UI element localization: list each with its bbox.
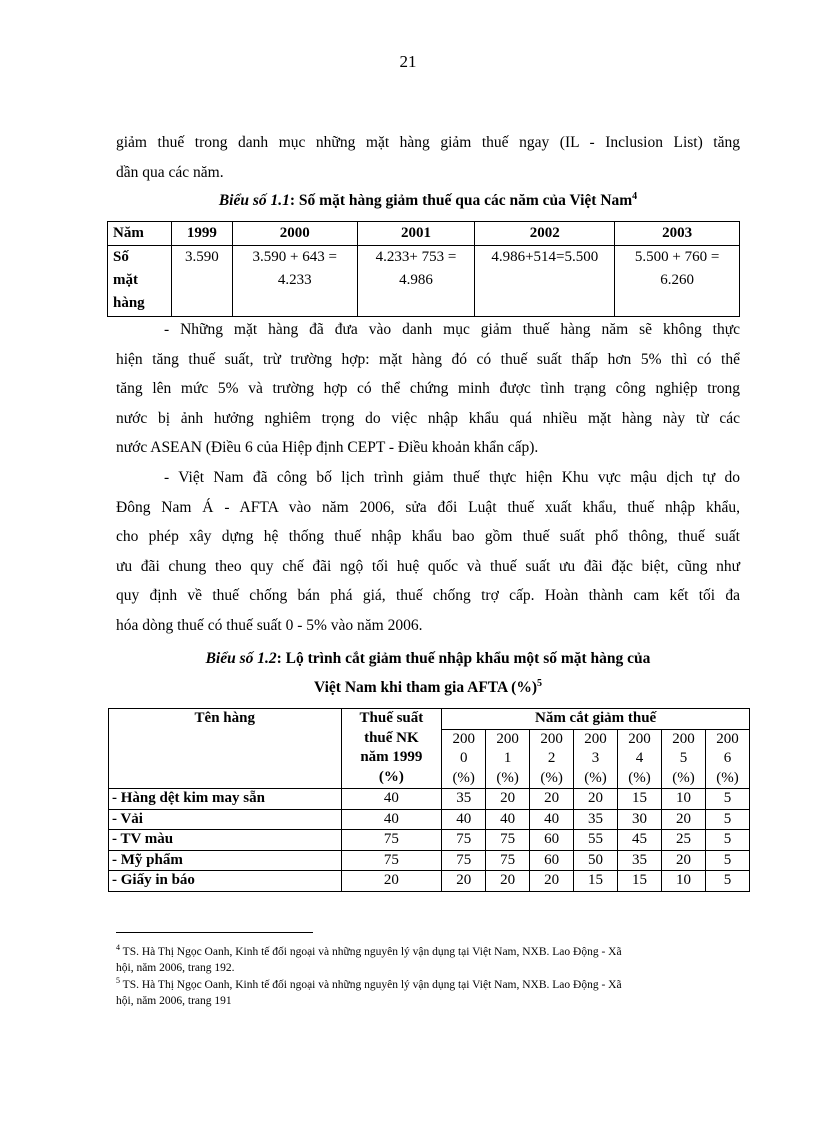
rate-value-cell: 20 <box>442 871 486 892</box>
header-cell: 2001 <box>357 222 475 246</box>
text-line: hóa dòng thuế có thuế suất 0 - 5% vào năm 2006. <box>116 616 423 634</box>
rate-value-cell: 45 <box>618 830 662 851</box>
text-line: hiện tăng thuế suất, trừ trường hợp: mặt hàng đó có thuế suất thấp hơn 5% thì có thể <box>116 350 740 368</box>
text-line: - Việt Nam đã công bố lịch trình giảm thuế thực hiện Khu vực mậu dịch tự do <box>164 469 740 486</box>
rate-value-cell: 75 <box>486 830 530 851</box>
rate-value-cell: 10 <box>661 789 705 810</box>
header-cell: 2000 <box>232 222 357 246</box>
year-header-line: 200 <box>672 730 695 747</box>
header-cell: 2003 <box>615 222 740 246</box>
intro-paragraph <box>116 128 740 187</box>
year-header-line: 3 <box>591 750 600 766</box>
rate-1999-cell: 40 <box>341 789 442 810</box>
footnote-text: TS. Hà Thị Ngọc Oanh, Kinh tế đối ngoại và những nguyên lý vận dụng tại Việt Nam, NXB. Lao Động - Xã <box>122 979 622 991</box>
row-label <box>108 246 172 317</box>
rate-value-cell: 60 <box>530 830 574 851</box>
rate-value-cell: 35 <box>442 789 486 810</box>
row-label-line: mặt <box>113 272 138 288</box>
header-line: năm 1999 <box>360 749 423 765</box>
rate-value-cell: 35 <box>618 850 662 871</box>
year-header-line: 6 <box>723 750 732 766</box>
header-line: Thuế suất <box>359 710 424 726</box>
rate-value-cell: 30 <box>618 809 662 830</box>
rate-value-cell: 40 <box>442 809 486 830</box>
item-name-cell: - TV màu <box>109 830 342 851</box>
rate-value-cell: 40 <box>530 809 574 830</box>
year-header-cell <box>705 729 749 789</box>
footnote-text: TS. Hà Thị Ngọc Oanh, Kinh tế đối ngoại và những nguyên lý vận dụng tại Việt Nam, NXB. Lao Động - Xã <box>122 946 622 958</box>
text-line: nước ASEAN (Điều 6 của Hiệp định CEPT - Điều khoản khẩn cấp). <box>116 439 539 456</box>
year-header-cell <box>442 729 486 789</box>
table-header-row <box>109 709 750 730</box>
header-cell-rate <box>341 709 442 789</box>
table-row <box>109 809 750 830</box>
rate-1999-cell: 20 <box>341 871 442 892</box>
footnote-ref: 5 <box>116 976 120 986</box>
page-number: 21 <box>399 52 417 71</box>
footnote <box>116 944 740 976</box>
header-line: (%) <box>378 768 404 785</box>
year-header-line: 0 <box>459 750 468 766</box>
rate-value-cell: 20 <box>661 809 705 830</box>
item-name-cell: - Mỹ phẩm <box>109 850 342 871</box>
cell-line: 4.986+514=5.500 <box>491 249 599 265</box>
cell-line: 4.986 <box>399 272 433 288</box>
year-header-line: 4 <box>635 750 644 766</box>
item-name-cell: - Hàng dệt kim may sẵn <box>109 789 342 810</box>
year-header-line: (%) <box>672 769 695 786</box>
table1-caption-text: : Số mặt hàng giảm thuế qua các năm của Việt Nam <box>289 192 633 209</box>
paragraph-2 <box>116 315 740 463</box>
text-line: ưu đãi chung theo quy chế đãi ngộ tối huệ quốc và thuế suất ưu đãi đặc biệt, cũng như <box>116 557 740 575</box>
year-header-line: 200 <box>496 730 519 747</box>
table1-caption <box>116 192 740 210</box>
year-header-cell <box>618 729 662 789</box>
table2-caption-line1 <box>116 650 740 668</box>
table-row <box>109 830 750 851</box>
rate-value-cell: 10 <box>661 871 705 892</box>
rate-value-cell: 20 <box>661 850 705 871</box>
year-header-line: (%) <box>452 769 475 786</box>
rate-value-cell: 20 <box>486 871 530 892</box>
rate-value-cell: 50 <box>574 850 618 871</box>
header-cell-years-group: Năm cắt giảm thuế <box>442 709 750 730</box>
header-cell: 2002 <box>475 222 615 246</box>
rate-value-cell: 75 <box>442 830 486 851</box>
table-cell <box>475 246 615 317</box>
text-line: giảm thuế trong danh mục những mặt hàng giảm thuế ngay (IL - Inclusion List) tăng <box>116 134 740 151</box>
cell-line: 4.233+ 753 = <box>375 249 457 265</box>
table-row <box>108 246 740 317</box>
header-cell: 1999 <box>171 222 232 246</box>
table1-caption-label: Biểu số 1.1 <box>218 192 290 209</box>
rate-value-cell: 5 <box>705 809 749 830</box>
table-row <box>109 871 750 892</box>
cell-line: 3.590 + 643 = <box>252 249 337 265</box>
text-line: - Những mặt hàng đã đưa vào danh mục giảm thuế hàng năm sẽ không thực <box>164 321 740 338</box>
year-header-line: (%) <box>540 769 563 786</box>
table2-caption-label: Biểu số 1.2 <box>205 650 277 667</box>
footnote-text: hội, năm 2006, trang 191 <box>116 995 232 1007</box>
rate-value-cell: 75 <box>486 850 530 871</box>
year-header-line: (%) <box>716 769 739 786</box>
year-header-line: 200 <box>584 730 607 747</box>
cell-line: 5.500 + 760 = <box>634 249 720 265</box>
table2-caption-text: Việt Nam khi tham gia AFTA (%) <box>313 679 538 696</box>
rate-value-cell: 15 <box>618 871 662 892</box>
cell-line: 6.260 <box>660 272 694 288</box>
rate-value-cell: 5 <box>705 871 749 892</box>
rate-1999-cell: 40 <box>341 809 442 830</box>
item-name-cell: - Giấy in báo <box>109 871 342 892</box>
header-cell: Năm <box>108 222 172 246</box>
tariff-roadmap-table <box>108 708 750 892</box>
footnote-ref: 4 <box>116 943 120 953</box>
rate-value-cell: 35 <box>574 809 618 830</box>
year-header-line: 1 <box>503 750 512 766</box>
paragraph-3 <box>116 463 740 640</box>
rate-value-cell: 5 <box>705 789 749 810</box>
row-label-line: hàng <box>113 295 145 311</box>
text-line: Đông Nam Á - AFTA vào năm 2006, sửa đổi Luật thuế xuất khẩu, thuế nhập khẩu, <box>116 498 740 516</box>
text-line: dần qua các năm. <box>116 163 224 181</box>
rate-value-cell: 20 <box>486 789 530 810</box>
year-header-line: 2 <box>547 750 556 766</box>
footnote-ref: 5 <box>537 677 543 689</box>
rate-value-cell: 60 <box>530 850 574 871</box>
year-header-cell <box>574 729 618 789</box>
year-header-line: 200 <box>540 730 563 747</box>
text-line: tăng lên mức 5% và trường hợp có thể chứng minh được tình trạng công nghiệp trong <box>116 380 740 397</box>
rate-value-cell: 5 <box>705 850 749 871</box>
rate-value-cell: 15 <box>574 871 618 892</box>
header-cell-item: Tên hàng <box>109 709 342 789</box>
footnote-ref: 4 <box>632 190 638 202</box>
rate-value-cell: 20 <box>530 871 574 892</box>
rate-value-cell: 25 <box>661 830 705 851</box>
rate-value-cell: 5 <box>705 830 749 851</box>
rate-value-cell: 75 <box>442 850 486 871</box>
rate-1999-cell: 75 <box>341 850 442 871</box>
table-body <box>109 789 750 892</box>
text-line: nước bị ảnh hưởng nghiêm trọng do việc nhập khẩu quá nhiều mặt hàng này từ các <box>116 409 740 427</box>
tax-items-table <box>107 221 740 317</box>
item-name-cell: - Vải <box>109 809 342 830</box>
rate-value-cell: 55 <box>574 830 618 851</box>
rate-1999-cell: 75 <box>341 830 442 851</box>
cell-line: 4.233 <box>277 272 312 288</box>
footnote-text: hội, năm 2006, trang 192. <box>116 962 235 974</box>
year-header-line: 200 <box>628 730 651 747</box>
table-header-row <box>108 222 740 246</box>
row-label-line: Số <box>113 249 129 265</box>
rate-value-cell: 20 <box>574 789 618 810</box>
year-header-line: 200 <box>716 730 739 747</box>
year-header-line: (%) <box>584 769 607 786</box>
table-cell <box>232 246 357 317</box>
footnote-divider <box>116 932 313 933</box>
table-cell <box>615 246 740 317</box>
year-header-line: (%) <box>496 769 519 786</box>
header-line: thuế NK <box>364 729 419 746</box>
year-header-cell <box>486 729 530 789</box>
text-line: cho phép xây dựng hệ thống thuế nhập khẩu bao gồm thuế suất phổ thông, thuế suất <box>116 528 740 545</box>
cell-line: 3.590 <box>185 249 219 265</box>
year-header-cell <box>530 729 574 789</box>
footnote <box>116 977 740 1009</box>
year-header-line: (%) <box>628 769 651 786</box>
table-row <box>109 789 750 810</box>
table-row <box>109 850 750 871</box>
table-cell <box>357 246 475 317</box>
rate-value-cell: 15 <box>618 789 662 810</box>
text-line: quy định về thuế chống bán phá giá, thuế chống trợ cấp. Hoàn thành cam kết tối đa <box>116 587 740 604</box>
table2-caption-text: : Lộ trình cắt giảm thuế nhập khẩu một số mặt hàng của <box>276 650 651 667</box>
year-header-line: 200 <box>452 730 475 747</box>
year-header-cell <box>661 729 705 789</box>
table2-caption-line2 <box>116 679 740 697</box>
table-cell <box>171 246 232 317</box>
rate-value-cell: 20 <box>530 789 574 810</box>
year-header-line: 5 <box>679 750 688 766</box>
rate-value-cell: 40 <box>486 809 530 830</box>
